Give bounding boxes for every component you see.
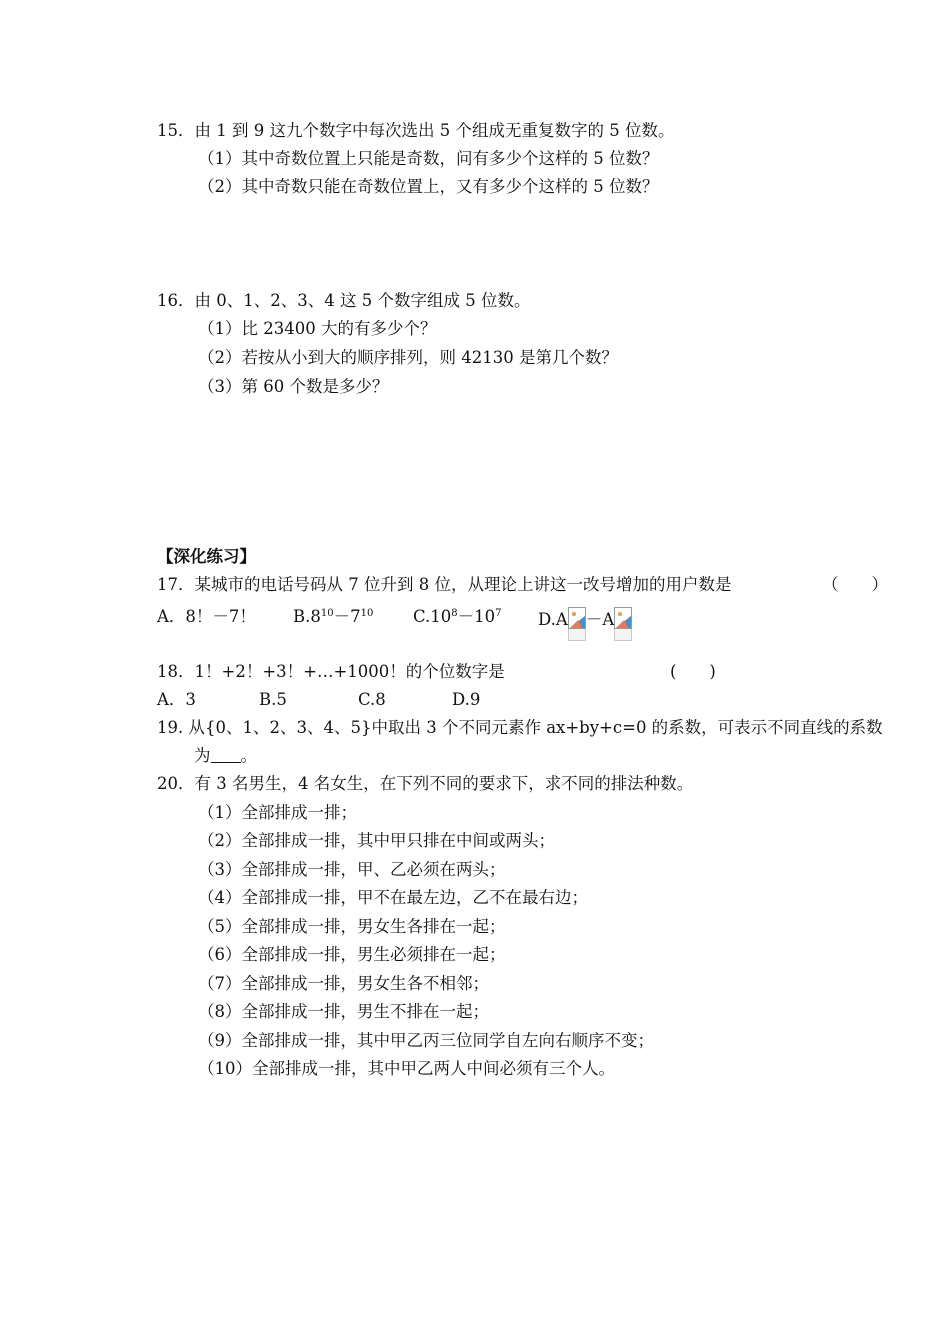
q15-stem: 15．由 1 到 9 这九个数字中每次选出 5 个组成无重复数字的 5 位数。: [157, 121, 675, 140]
q18-option-a: A．3: [157, 690, 196, 709]
q20-sub: （3）全部排成一排，甲、乙必须在两头；: [198, 860, 506, 879]
q18-option-c: C.8: [358, 690, 386, 709]
q15-sub2: （2）其中奇数只能在奇数位置上，又有多少个这样的 5 位数？: [198, 177, 659, 196]
q16-sub3: （3）第 60 个数是多少？: [198, 377, 389, 396]
q18-stem: 18．1！+2！+3！+…+1000！的个位数字是: [157, 662, 505, 681]
q18-option-d: D.9: [452, 690, 481, 709]
q20-sub: （4）全部排成一排，甲不在最左边，乙不在最右边；: [198, 888, 588, 907]
q20-stem: 20．有 3 名男生，4 名女生，在下列不同的要求下，求不同的排法种数。: [157, 774, 694, 793]
q19-line2: 为 。: [194, 746, 257, 765]
q17-option-a: A．8！－7！: [157, 607, 256, 626]
q20-sub: （6）全部排成一排，男生必须排在一起；: [198, 945, 506, 964]
q17-answer-bracket: （ ）: [822, 575, 888, 594]
fill-in-blank: [211, 748, 241, 763]
missing-formula-image-icon: [568, 607, 586, 641]
q15-sub1: （1）其中奇数位置上只能是奇数，问有多少个这样的 5 位数？: [198, 149, 659, 168]
q17-option-c: $C.10^8-10^7$: [413, 607, 502, 626]
q20-sub: （8）全部排成一排，男生不排在一起；: [198, 1002, 489, 1021]
missing-formula-image-icon: [614, 607, 632, 641]
q20-sub: （2）全部排成一排，其中甲只排在中间或两头；: [198, 831, 555, 850]
q17-option-b: $B.8^{10}-7^{10}$: [293, 607, 374, 626]
q16-sub2: （2）若按从小到大的顺序排列，则 42130 是第几个数？: [198, 348, 618, 367]
q16-sub1: （1）比 23400 大的有多少个？: [198, 319, 437, 338]
q17-option-d: D.A －A: [538, 607, 632, 641]
q19-line1: 19. 从{0、1、2、3、4、5}中取出 3 个不同元素作 ax+by+c=0 的系数，可表示不同直线的系数: [157, 718, 883, 737]
q20-sub: （5）全部排成一排，男女生各排在一起；: [198, 917, 506, 936]
section-title: 【深化练习】: [157, 547, 256, 566]
q18-option-b: B.5: [259, 690, 287, 709]
q16-stem: 16．由 0、1、2、3、4 这 5 个数字组成 5 位数。: [157, 291, 531, 310]
q18-answer-bracket: ( ): [670, 662, 716, 681]
q20-sub: （9）全部排成一排，其中甲乙丙三位同学自左向右顺序不变；: [198, 1031, 654, 1050]
q20-sub: （10）全部排成一排，其中甲乙两人中间必须有三个人。: [198, 1059, 615, 1078]
q20-sub: （7）全部排成一排，男女生各不相邻；: [198, 974, 489, 993]
q20-sub: （1）全部排成一排；: [198, 803, 357, 822]
q17-stem: 17．某城市的电话号码从 7 位升到 8 位，从理论上讲这一改号增加的用户数是: [157, 575, 732, 594]
